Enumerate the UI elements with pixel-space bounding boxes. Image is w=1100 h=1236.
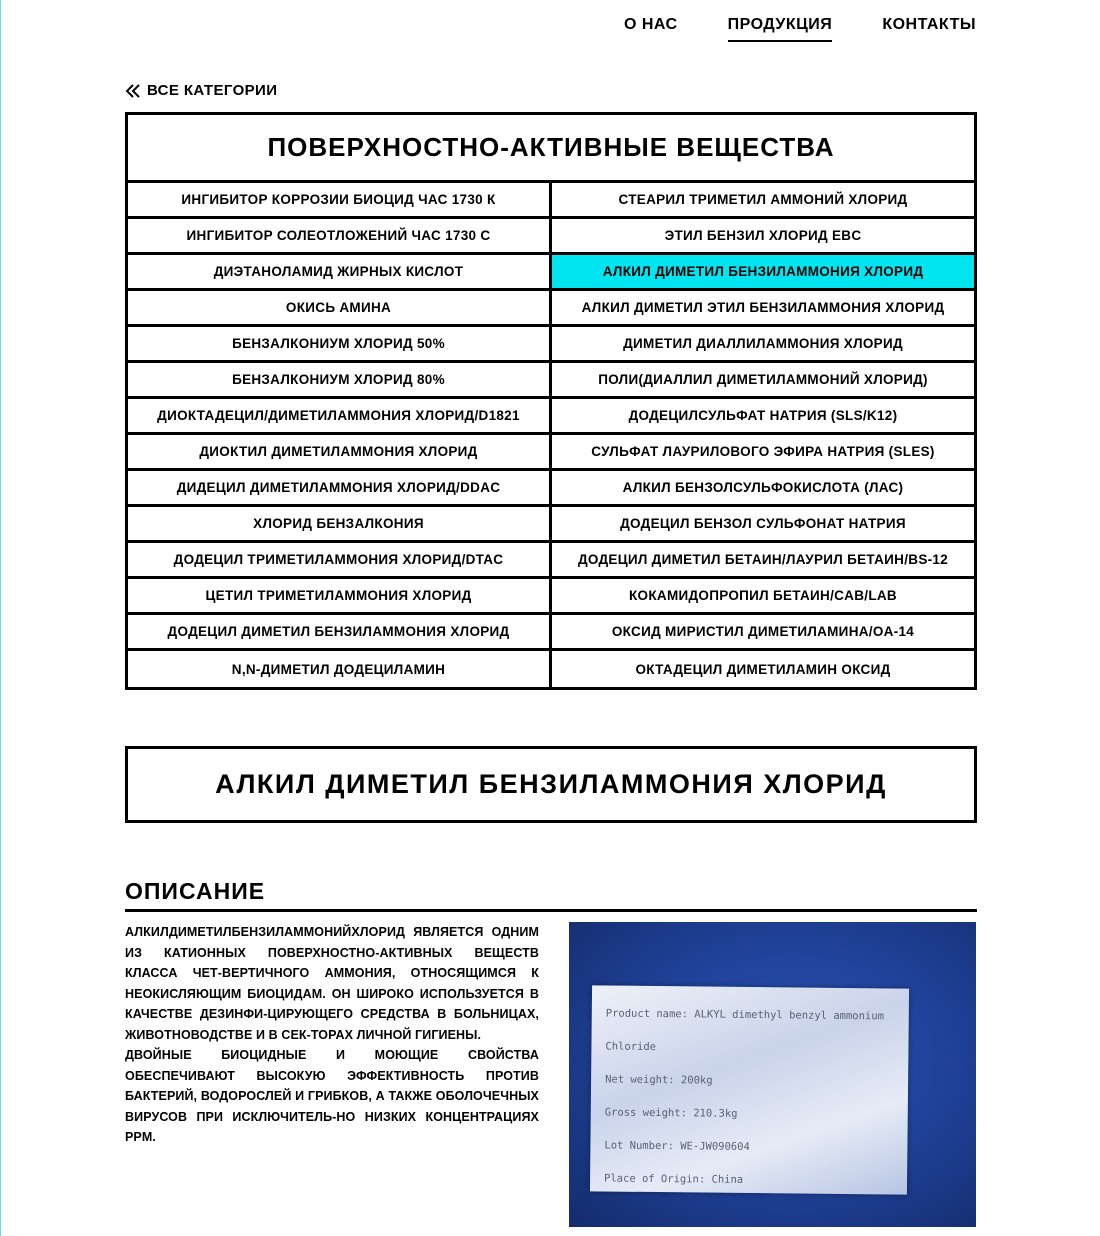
- product-link-active[interactable]: АЛКИЛ ДИМЕТИЛ БЕНЗИЛАММОНИЯ ХЛОРИД: [552, 255, 974, 291]
- product-link[interactable]: АЛКИЛ ДИМЕТИЛ ЭТИЛ БЕНЗИЛАММОНИЯ ХЛОРИД: [552, 291, 974, 327]
- back-to-categories-link[interactable]: [125, 82, 277, 99]
- product-link[interactable]: ДИЭТАНОЛАМИД ЖИРНЫХ КИСЛОТ: [128, 255, 552, 291]
- category-title: ПОВЕРХНОСТНО-АКТИВНЫЕ ВЕЩЕСТВА: [128, 115, 974, 183]
- bag-label-line: Lot Number: WE-JW090604: [604, 1139, 750, 1154]
- product-link[interactable]: ДОДЕЦИЛСУЛЬФАТ НАТРИЯ (SLS/K12): [552, 399, 974, 435]
- category-table: [125, 112, 977, 690]
- product-link[interactable]: КОКАМИДОПРОПИЛ БЕТАИН/CAB/LAB: [552, 579, 974, 615]
- bag-label-line: Place of Origin: China: [604, 1172, 744, 1186]
- nav-item-about[interactable]: О НАС: [623, 16, 678, 33]
- product-bag-label: [590, 985, 909, 1194]
- description-text: [125, 922, 539, 1148]
- product-link[interactable]: ПОЛИ(ДИАЛЛИЛ ДИМЕТИЛАММОНИЙ ХЛОРИД): [552, 363, 974, 399]
- product-link[interactable]: ХЛОРИД БЕНЗАЛКОНИЯ: [128, 507, 552, 543]
- description-heading: ОПИСАНИЕ: [125, 878, 977, 912]
- product-link[interactable]: ОКТАДЕЦИЛ ДИМЕТИЛАМИН ОКСИД: [635, 661, 891, 677]
- product-link[interactable]: ДИОКТИЛ ДИМЕТИЛАММОНИЯ ХЛОРИД: [128, 435, 552, 471]
- product-link[interactable]: N,N-ДИМЕТИЛ ДОДЕЦИЛАМИН: [128, 651, 552, 687]
- product-link[interactable]: ДОДЕЦИЛ ТРИМЕТИЛАММОНИЯ ХЛОРИД/DTAC: [128, 543, 552, 579]
- product-link[interactable]: ДИОКТАДЕЦИЛ/ДИМЕТИЛАММОНИЯ ХЛОРИД/D1821: [128, 399, 552, 435]
- product-link[interactable]: СТЕАРИЛ ТРИМЕТИЛ АММОНИЙ ХЛОРИД: [552, 183, 974, 219]
- product-link[interactable]: ЦЕТИЛ ТРИМЕТИЛАММОНИЯ ХЛОРИД: [128, 579, 552, 615]
- bag-label-line: Gross weight: 210.3kg: [604, 1106, 738, 1120]
- bag-label-line: Net weight: 200kg: [605, 1073, 713, 1087]
- product-link[interactable]: БЕНЗАЛКОНИУМ ХЛОРИД 80%: [128, 363, 552, 399]
- product-link[interactable]: ОКСИД МИРИСТИЛ ДИМЕТИЛАМИНА/OA-14: [552, 615, 974, 651]
- product-link[interactable]: ИНГИБИТОР СОЛЕОТЛОЖЕНИЙ ЧАС 1730 С: [128, 219, 552, 255]
- double-chevron-left-icon: [125, 83, 141, 99]
- description-paragraph: ДВОЙНЫЕ БИОЦИДНЫЕ И МОЮЩИЕ СВОЙСТВА ОБЕСПЕЧИВАЮТ ВЫСОКУЮ ЭФФЕКТИВНОСТЬ ПРОТИВ БАКТЕРИЙ, ВОДОРОСЛЕЙ И ГРИБКОВ, А ТАКЖЕ ОБОЛОЧЕЧНЫХ ВИРУСОВ ПРИ ИСКЛЮЧИТЕЛЬ-НО НИЗКИХ КОНЦЕНТРАЦИЯХ PPM.: [125, 1048, 539, 1144]
- main-nav: [624, 14, 976, 42]
- product-title: АЛКИЛ ДИМЕТИЛ БЕНЗИЛАММОНИЯ ХЛОРИД: [125, 746, 977, 823]
- product-link[interactable]: АЛКИЛ БЕНЗОЛСУЛЬФОКИСЛОТА (ЛАС): [552, 471, 974, 507]
- product-link[interactable]: ДОДЕЦИЛ ДИМЕТИЛ БЕТАИН/ЛАУРИЛ БЕТАИН/BS-12: [552, 543, 974, 579]
- product-link[interactable]: ДОДЕЦИЛ БЕНЗОЛ СУЛЬФОНАТ НАТРИЯ: [552, 507, 974, 543]
- product-list: [128, 183, 974, 687]
- description-paragraph: АЛКИЛДИМЕТИЛБЕНЗИЛАММОНИЙХЛОРИД ЯВЛЯЕТСЯ ОДНИМ ИЗ КАТИОННЫХ ПОВЕРХНОСТНО-АКТИВНЫХ ВЕЩЕСТВ КЛАССА ЧЕТ-ВЕРТИЧНОГО АММОНИЯ, ОТНОСЯЩИМСЯ К НЕОКИСЛЯЮЩИМ БИОЦИДАМ. ОН ШИРОКО ИСПОЛЬЗУЕТСЯ В КАЧЕСТВЕ ДЕЗИНФИ-ЦИРУЮЩЕГО СРЕДСТВА В БОЛЬНИЦАХ, ЖИВОТНОВОДСТВЕ И В СЕК-ТОРАХ ЛИЧНОЙ ГИГИЕНЫ.: [125, 925, 539, 1042]
- product-link[interactable]: ДИМЕТИЛ ДИАЛЛИЛАММОНИЯ ХЛОРИД: [552, 327, 974, 363]
- nav-item-contacts[interactable]: КОНТАКТЫ: [882, 16, 976, 33]
- nav-item-products[interactable]: ПРОДУКЦИЯ: [728, 14, 833, 42]
- product-link[interactable]: ИНГИБИТОР КОРРОЗИИ БИОЦИД ЧАС 1730 К: [128, 183, 552, 219]
- back-link-label: ВСЕ КАТЕГОРИИ: [147, 82, 278, 99]
- product-photo: [569, 922, 976, 1227]
- product-link[interactable]: БЕНЗАЛКОНИУМ ХЛОРИД 50%: [128, 327, 552, 363]
- bag-label-line: Product name: ALKYL dimethyl benzyl ammonium: [605, 1007, 884, 1023]
- product-link[interactable]: ЭТИЛ БЕНЗИЛ ХЛОРИД EBC: [552, 219, 974, 255]
- product-link[interactable]: СУЛЬФАТ ЛАУРИЛОВОГО ЭФИРА НАТРИЯ (SLES): [552, 435, 974, 471]
- product-link[interactable]: ОКИСЬ АМИНА: [128, 291, 552, 327]
- product-link[interactable]: ДИДЕЦИЛ ДИМЕТИЛАММОНИЯ ХЛОРИД/DDAC: [128, 471, 552, 507]
- product-link[interactable]: ДОДЕЦИЛ ДИМЕТИЛ БЕНЗИЛАММОНИЯ ХЛОРИД: [128, 615, 552, 651]
- bag-label-line: Chloride: [605, 1040, 657, 1054]
